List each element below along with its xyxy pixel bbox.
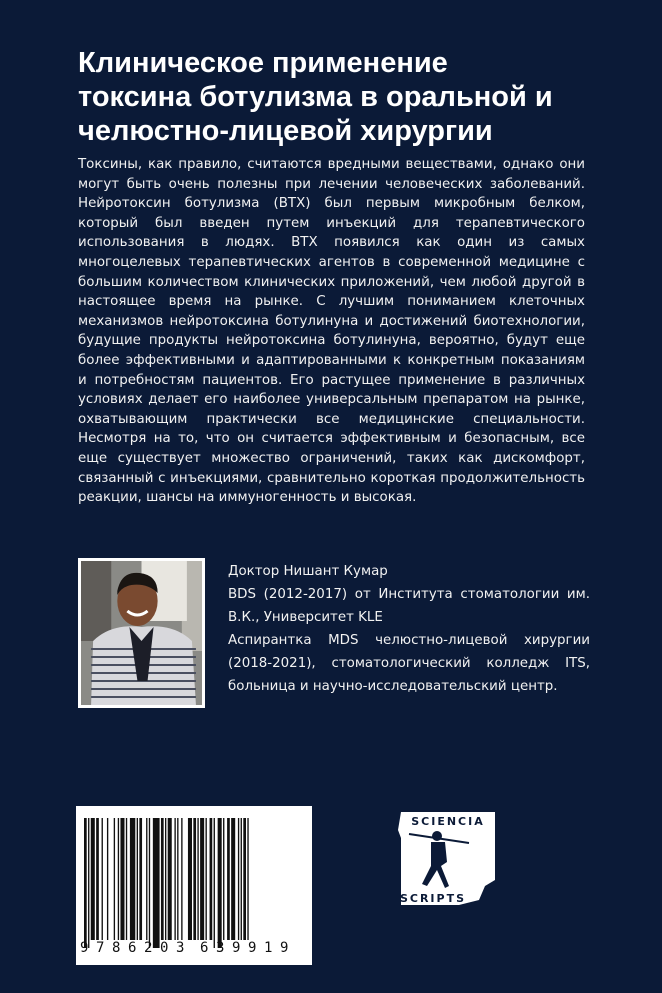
publisher-line2: SCRIPTS (399, 892, 467, 905)
barcode-bar (243, 818, 246, 940)
barcode-bar (137, 818, 138, 940)
barcode-bar (174, 818, 175, 940)
barcode-bar (114, 818, 115, 940)
barcode-bar (88, 818, 89, 948)
barcode-bar (181, 818, 182, 940)
book-description: Токсины, как правило, считаются вредными веществами, однако они могут быть очень полезны при лечении человеческих заболеваний. Нейротоксин ботулизма (BTX) был первым микробным белком, который был введен путем инъекций для терапевтического использования в людях. BTX появился как один из самых многоцелевых терапевтических агентов в современной медицине с большим количеством клинических приложений, чем любой другой в настоящее время на рынке. С лучшим пониманием клеточных механизмов нейротоксина ботулинуна и достижений биотехнологии, будущие продукты нейротоксина ботулинуна, вероятно, будут еще более эффективными и адаптированными к конкретным показаниям и потребностям пациентов. Его растущее применение в различных условиях делает его наиболее универсальным препаратом на рынке, охватывающим практически все медицинские специальности. Несмотря на то, что он считается эффективным и безопасным, все еще существует множество ограничений, таких как дискомфорт, связанный с инъекциями, сравнительно короткая продолжительность реакции, шансы на иммуногенность и высокая. (78, 157, 585, 506)
barcode-bar (227, 818, 230, 940)
isbn-digit: 3 (216, 940, 225, 956)
barcode-bar (193, 818, 196, 940)
isbn-digit: 9 (232, 940, 241, 956)
publisher-line1: SCIENCIA (411, 815, 485, 828)
title-line: токсина ботулизма в оральной и (78, 81, 553, 113)
barcode-bar (223, 818, 224, 940)
barcode-bar (149, 818, 150, 948)
author-bio (228, 560, 590, 698)
barcode-bar (120, 818, 124, 940)
barcode-bar (200, 818, 204, 940)
isbn-digit: 9 (280, 940, 289, 956)
book-title (78, 46, 638, 148)
barcode-bar (238, 818, 239, 940)
barcode-bar (146, 818, 147, 940)
author-photo (78, 558, 205, 708)
isbn-digit: 6 (200, 940, 209, 956)
author-name: Доктор Нишант Кумар (228, 564, 388, 579)
barcode-bar (153, 818, 160, 948)
isbn-barcode (76, 806, 312, 965)
barcode-bar (102, 818, 103, 940)
barcode-bar (210, 818, 213, 940)
isbn-digit: 7 (96, 940, 105, 956)
title-line: Клиническое применение (78, 47, 448, 79)
barcode-bar (130, 818, 135, 940)
barcode-bar (84, 818, 87, 948)
isbn-digit: 8 (112, 940, 121, 956)
isbn-digit: 1 (264, 940, 273, 956)
isbn-digit: 6 (128, 940, 137, 956)
barcode-bar (231, 818, 235, 940)
barcode-bar (126, 818, 127, 940)
author-education: BDS (2012-2017) от Института стоматологии им. В.К., Университет KLE (228, 587, 590, 625)
barcode-bar (107, 818, 108, 940)
barcode-bar (96, 818, 99, 940)
barcode-bar (188, 818, 192, 940)
isbn-digit: 0 (160, 940, 169, 956)
barcode-bar (118, 818, 119, 940)
barcode-bar (161, 818, 164, 940)
barcode-bar (165, 818, 166, 940)
barcode-bar (214, 818, 215, 948)
isbn-digit: 9 (80, 940, 89, 956)
author-postgrad: Аспирантка MDS челюстно-лицевой хирургии (2018-2021), стоматологический колледж ITS, больница и научно-исследовательский центр. (228, 633, 590, 694)
barcode-bar (168, 818, 172, 940)
isbn-digit: 2 (144, 940, 153, 956)
barcode-bar (177, 818, 178, 940)
barcode-bar (206, 818, 207, 940)
barcode-bar (91, 818, 95, 940)
barcode-bar (241, 818, 242, 940)
isbn-digit: 9 (248, 940, 257, 956)
isbn-digit: 3 (176, 940, 185, 956)
barcode-bar (218, 818, 222, 948)
barcode-bar (247, 818, 248, 940)
barcode-bar (139, 818, 142, 940)
barcode-bar (197, 818, 198, 940)
publisher-logo (397, 810, 497, 907)
title-line: челюстно-лицевой хирургии (78, 115, 493, 147)
